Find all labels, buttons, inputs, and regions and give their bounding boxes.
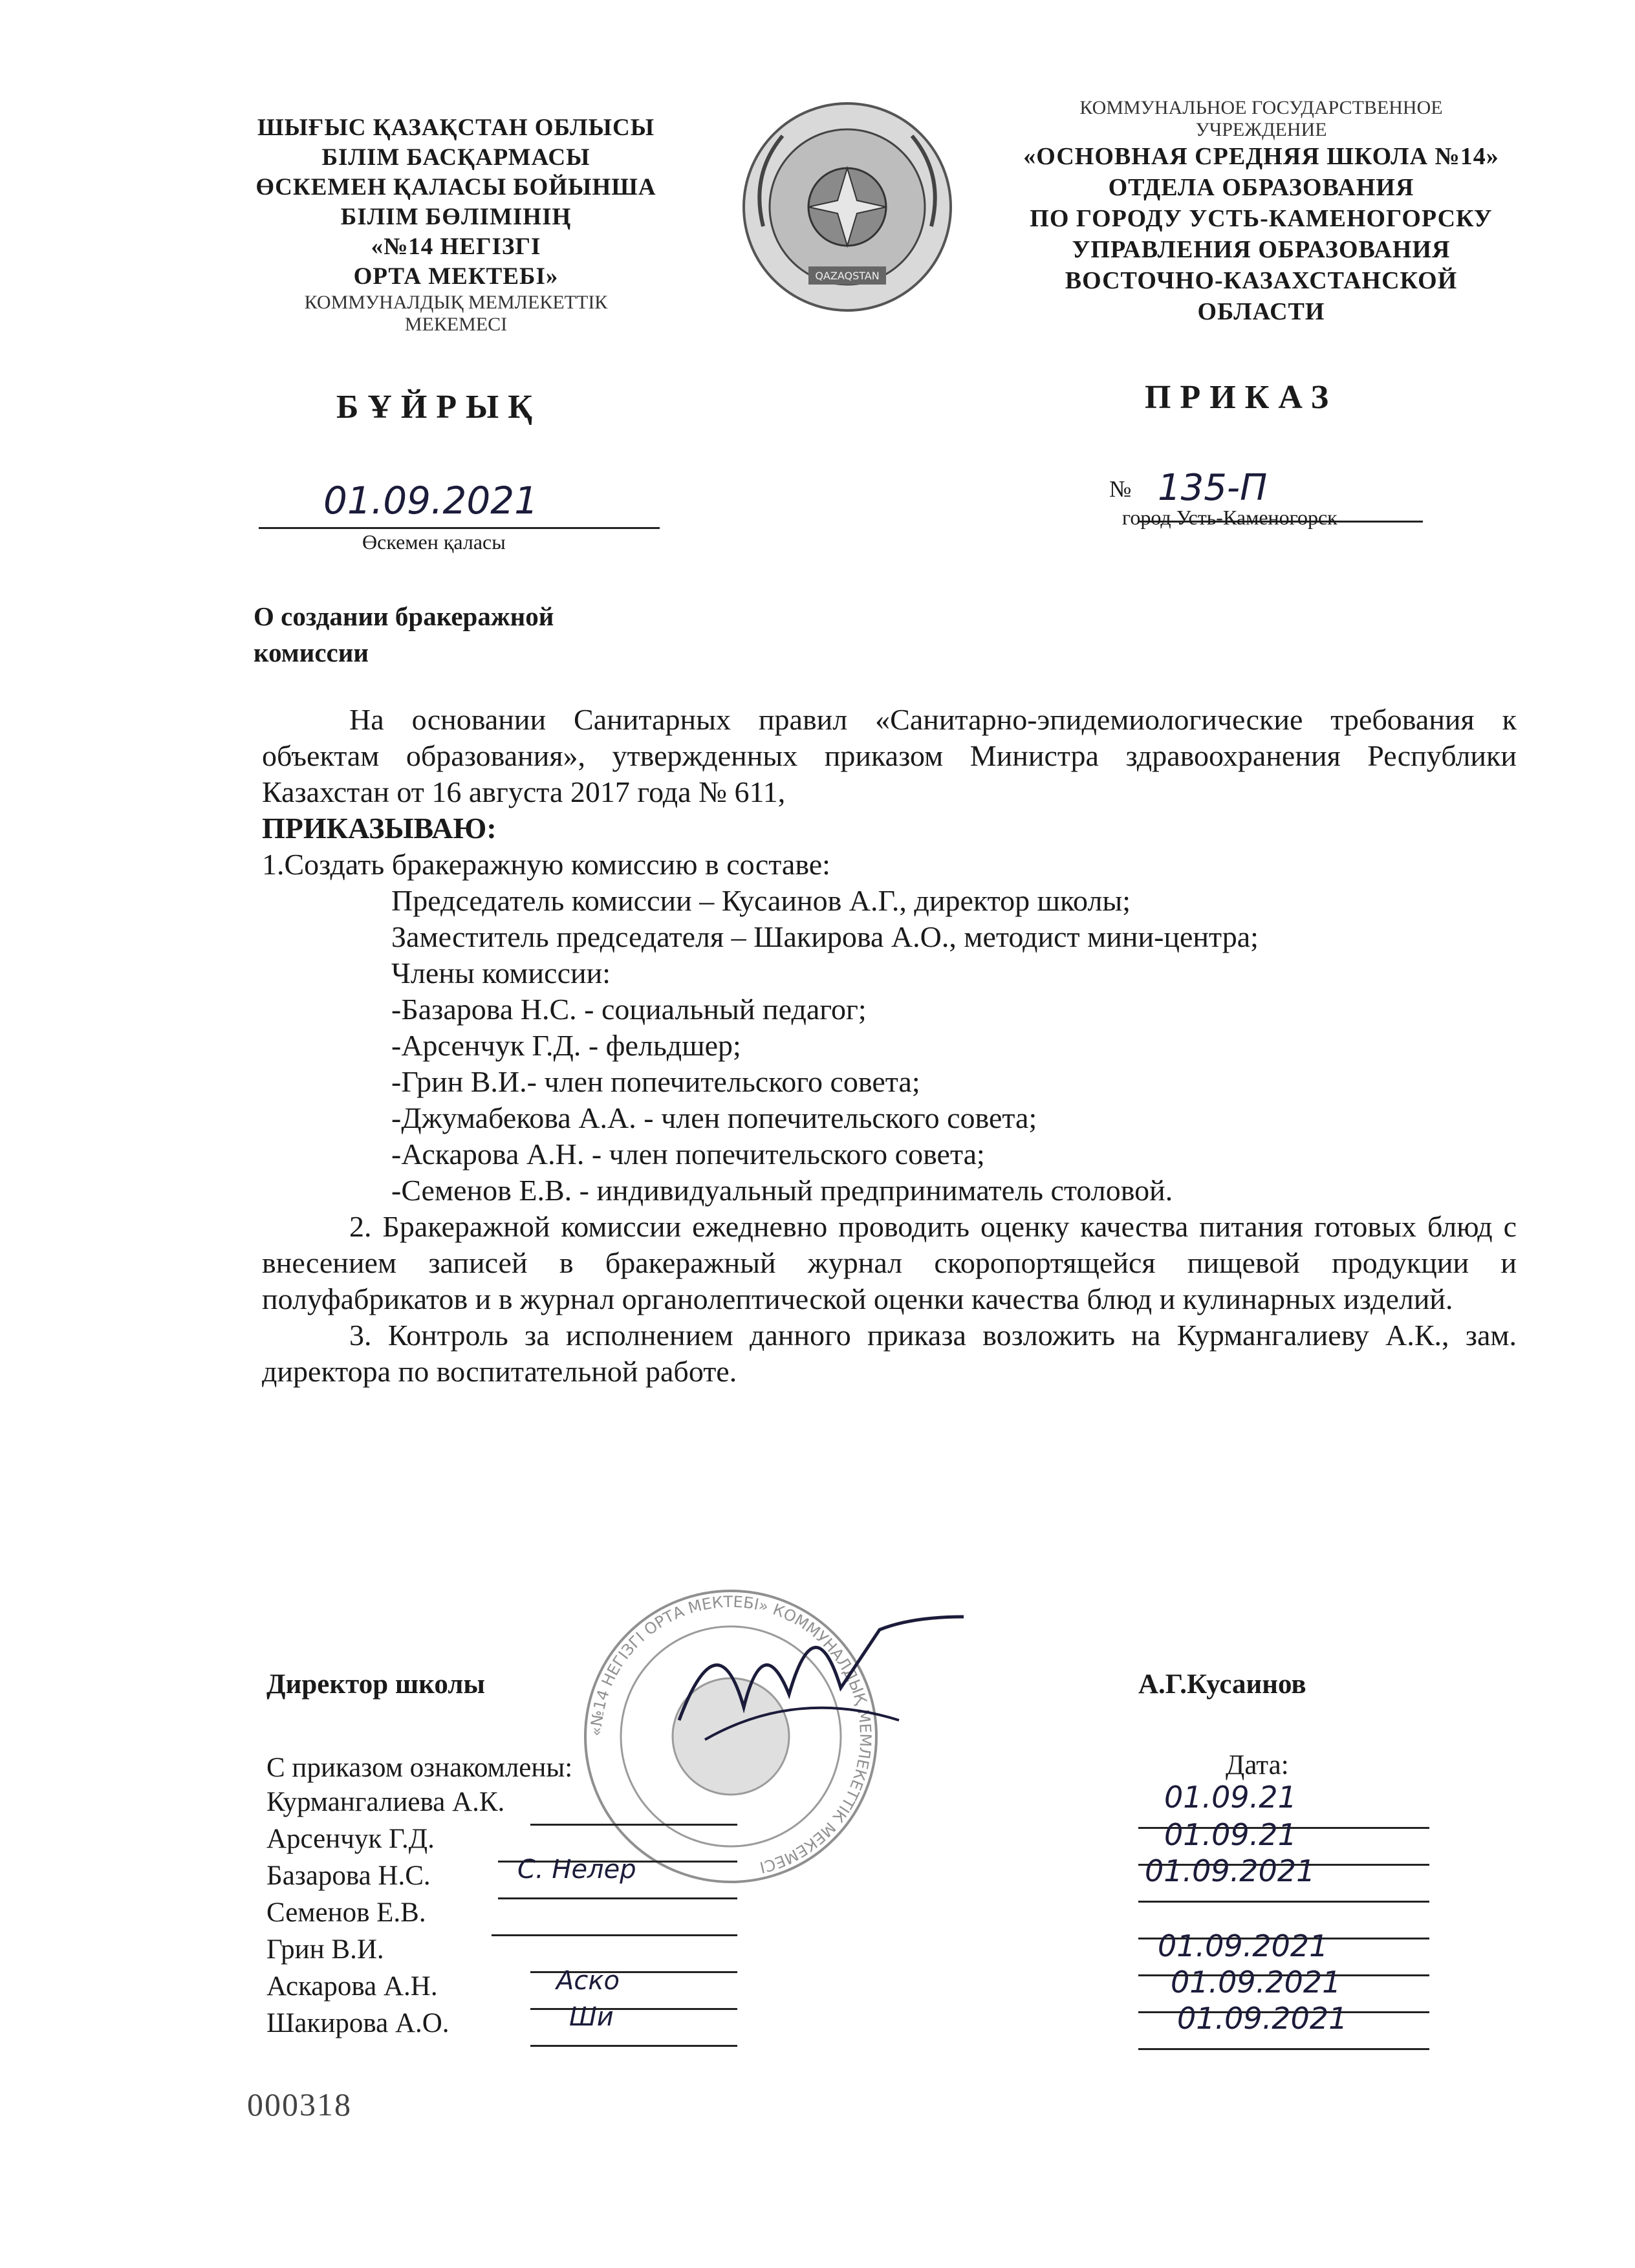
order-body	[262, 702, 1517, 1390]
ack-signature-line	[530, 1791, 737, 1826]
member-line: Заместитель председателя – Шакирова А.О., методист мини-центра;	[391, 920, 1259, 953]
ack-name: Аскарова А.Н.	[266, 1971, 438, 2002]
order-number-handwritten: 135-П	[1158, 467, 1268, 509]
director-signature	[666, 1591, 990, 1759]
header-left-line: БІЛІМ БАСҚАРМАСЫ	[321, 144, 590, 171]
ack-name: Грин В.И.	[266, 1934, 384, 1965]
subject-line: комиссии	[254, 638, 369, 667]
emblem-label: QAZAQSTAN	[815, 270, 880, 282]
ack-name: Семенов Е.В.	[266, 1897, 426, 1928]
member-line: -Базарова Н.С. - социальный педагог;	[391, 993, 867, 1026]
city-russian: город Усть-Каменогорск	[1122, 506, 1337, 529]
ack-date: 01.09.2021	[1171, 1965, 1341, 2000]
member-line: Председатель комиссии – Кусаинов А.Г., директор школы;	[391, 884, 1131, 917]
ack-date: 01.09.2021	[1145, 1853, 1316, 1888]
header-left-line: «№14 НЕГІЗГІ	[371, 233, 541, 260]
header-right-line: УЧРЕЖДЕНИЕ	[1195, 119, 1327, 140]
ack-signature-line	[530, 2013, 737, 2047]
ack-name: Базарова Н.С.	[266, 1861, 431, 1891]
order-subject	[254, 598, 554, 671]
member-line: -Джумабекова А.А. - член попечительского совета;	[391, 1101, 1037, 1134]
header-right-line: ОТДЕЛА ОБРАЗОВАНИЯ	[1108, 174, 1414, 201]
ack-date-line	[1138, 1868, 1429, 1903]
ack-date: 01.09.2021	[1158, 1928, 1328, 1963]
ack-date: 01.09.21	[1164, 1817, 1297, 1852]
order-word: ПРИКАЗЫВАЮ:	[262, 812, 497, 845]
ack-date-line	[1138, 2016, 1429, 2050]
number-sign: №	[1109, 476, 1132, 502]
title-russian: ПРИКАЗ	[1145, 379, 1338, 416]
director-label: Директор школы	[266, 1669, 485, 1700]
header-left-line: ӨСКЕМЕН ҚАЛАСЫ БОЙЫНША	[255, 174, 656, 200]
item-1: 1.Создать бракеражную комиссию в составе:	[262, 848, 830, 881]
ack-date: 01.09.2021	[1177, 2001, 1348, 2036]
member-line: -Аскарова А.Н. - член попечительского совета;	[391, 1138, 985, 1171]
header-right-line: ОБЛАСТИ	[1197, 298, 1325, 325]
order-date-handwritten: 01.09.2021	[323, 479, 539, 523]
ack-signature-line	[492, 1902, 737, 1936]
state-emblem-icon	[737, 97, 957, 317]
header-left	[220, 113, 692, 336]
ack-signature: Ши	[569, 2002, 614, 2032]
familiar-label: С приказом ознакомлены:	[266, 1753, 573, 1783]
title-kazakh: БҰЙРЫҚ	[336, 389, 541, 426]
subject-line: О создании бракеражной	[254, 601, 554, 631]
serial-number: 000318	[247, 2086, 352, 2122]
ack-name: Курмангалиева А.К.	[266, 1787, 505, 1817]
member-line: -Семенов Е.В. - индивидуальный предприниматель столовой.	[391, 1174, 1173, 1207]
member-line: -Арсенчук Г.Д. - фельдшер;	[391, 1029, 741, 1062]
ack-name: Арсенчук Г.Д.	[266, 1824, 435, 1854]
header-left-line: ШЫҒЫС ҚАЗАҚСТАН ОБЛЫСЫ	[257, 114, 655, 141]
member-line: -Грин В.И.- член попечительского совета;	[391, 1065, 920, 1098]
date-label: Дата:	[1226, 1750, 1289, 1780]
member-line: Члены комиссии:	[391, 956, 611, 989]
item-3: 3. Контроль за исполнением данного приказа возложить на Курмангалиеву А.К., зам. директора по воспитательной работе.	[262, 1319, 1517, 1388]
header-left-line: ОРТА МЕКТЕБІ»	[353, 263, 559, 290]
header-right-line: УПРАВЛЕНИЯ ОБРАЗОВАНИЯ	[1072, 236, 1451, 263]
header-right-line: ПО ГОРОДУ УСТЬ-КАМЕНОГОРСКУ	[1030, 205, 1493, 232]
city-kazakh: Өскемен қаласы	[362, 530, 506, 554]
header-right	[983, 97, 1539, 327]
ack-name: Шакирова А.О.	[266, 2008, 449, 2038]
header-right-line: КОММУНАЛЬНОЕ ГОСУДАРСТВЕННОЕ	[1079, 97, 1443, 118]
intro-paragraph: На основании Санитарных правил «Санитарно-эпидемиологические требования к объектам образования», утвержденных приказом Министра здравоохранения Республики Казахстан от 16 августа 2017 года № 611,	[262, 703, 1517, 808]
header-left-line: МЕКЕМЕСІ	[404, 314, 508, 335]
ack-signature: Аско	[556, 1966, 620, 1996]
header-right-line: «ОСНОВНАЯ СРЕДНЯЯ ШКОЛА №14»	[1023, 143, 1499, 170]
header-left-line: БІЛІМ БӨЛІМІНІҢ	[340, 204, 572, 230]
item-2: 2. Бракеражной комиссии ежедневно проводить оценку качества питания готовых блюд с внесением записей в бракеражный журнал скоропортящейся пищевой продукции и полуфабрикатов и в журнал органолептической оценки качества блюд и кулинарных изделий.	[262, 1210, 1517, 1315]
header-left-line: КОММУНАЛДЫҚ МЕМЛЕКЕТТІК	[304, 292, 608, 313]
director-name: А.Г.Кусаинов	[1138, 1669, 1306, 1700]
header-right-line: ВОСТОЧНО-КАЗАХСТАНСКОЙ	[1065, 267, 1458, 294]
ack-signature: С. Нелер	[517, 1855, 636, 1885]
stamp-text: «№14 НЕГІЗГІ ОРТА МЕКТЕБІ» КОММУНАЛДЫҚ МЕМЛЕКЕТТІК МЕКЕМЕСІ	[587, 1592, 875, 1877]
ack-date: 01.09.21	[1164, 1780, 1297, 1815]
